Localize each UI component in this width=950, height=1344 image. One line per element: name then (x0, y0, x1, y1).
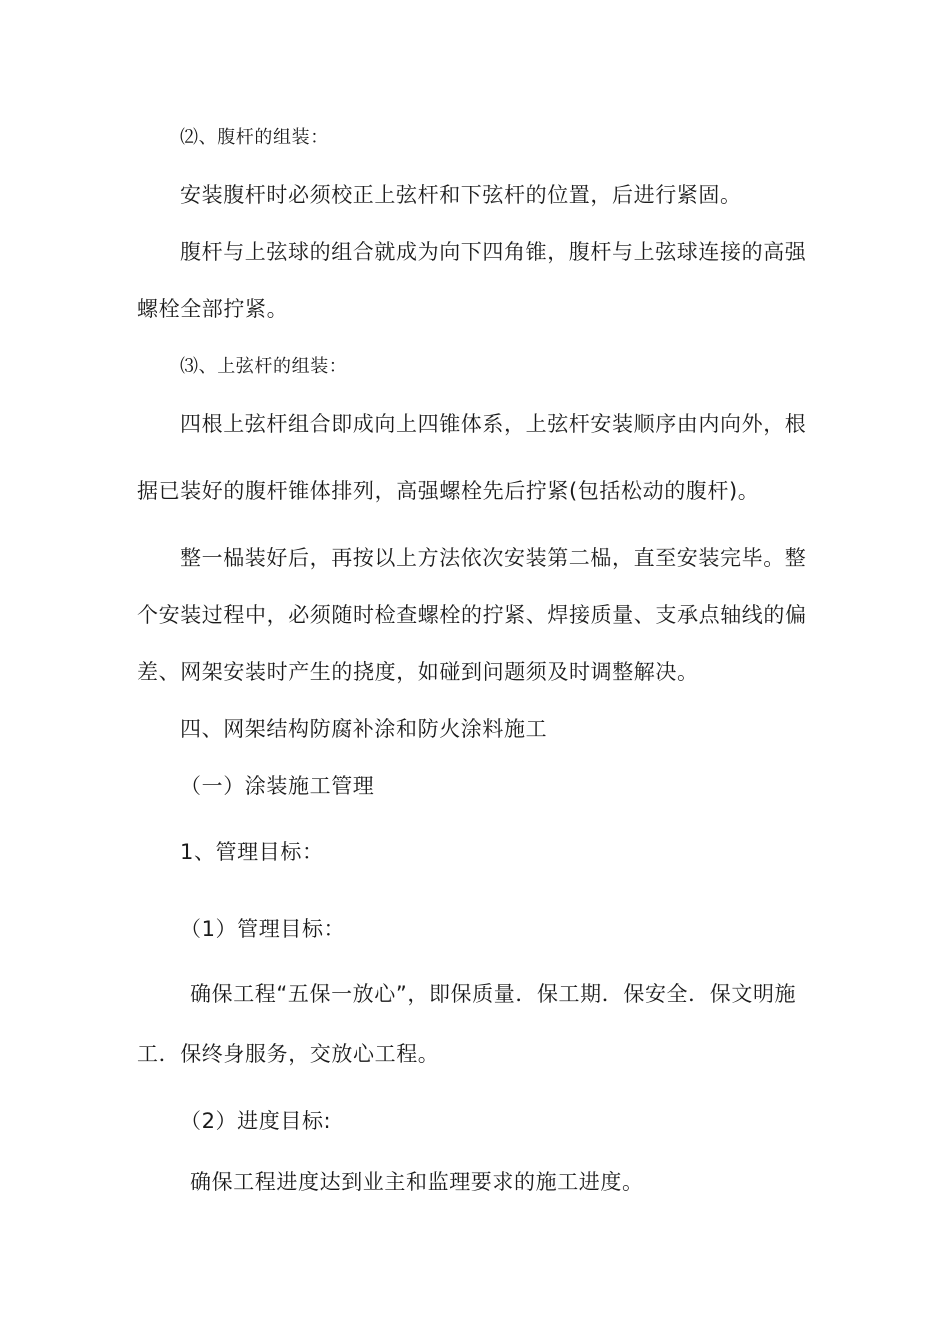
item-heading: （1）管理目标： (180, 917, 346, 941)
paragraph-line: 差、网架安装时产生的挠度，如碰到问题须及时调整解决。 (137, 660, 699, 684)
item-heading: 1、管理目标： (180, 840, 324, 864)
paragraph-line: 据已装好的腹杆锥体排列，高强螺栓先后拧紧(包括松动的腹杆)。 (137, 479, 760, 503)
paragraph-line: 整一榀装好后，再按以上方法依次安装第二榀，直至安装完毕。整 (180, 546, 807, 570)
paragraph-line: 工．保终身服务，交放心工程。 (137, 1042, 440, 1066)
paragraph-line: 确保工程“五保一放心”，即保质量．保工期．保安全．保文明施 (190, 982, 797, 1006)
paragraph-line: 腹杆与上弦球的组合就成为向下四角锥，腹杆与上弦球连接的高强 (180, 240, 807, 264)
heading-web-member-assembly: ⑵、腹杆的组装： (180, 127, 329, 148)
heading-top-chord-assembly: ⑶、上弦杆的组装： (180, 356, 348, 377)
paragraph-line: 确保工程进度达到业主和监理要求的施工进度。 (190, 1170, 644, 1194)
paragraph-line: 个安装过程中，必须随时检查螺栓的拧紧、焊接质量、支承点轴线的偏 (137, 603, 807, 627)
paragraph-line: 螺栓全部拧紧。 (137, 297, 289, 321)
item-heading: （2）进度目标: (180, 1109, 332, 1133)
paragraph-line: 安装腹杆时必须校正上弦杆和下弦杆的位置，后进行紧固。 (180, 183, 742, 207)
section-heading: 四、网架结构防腐补涂和防火涂料施工 (180, 717, 548, 741)
paragraph-line: 四根上弦杆组合即成向上四锥体系，上弦杆安装顺序由内向外，根 (180, 412, 807, 436)
subsection-heading: （一）涂装施工管理 (180, 774, 375, 798)
